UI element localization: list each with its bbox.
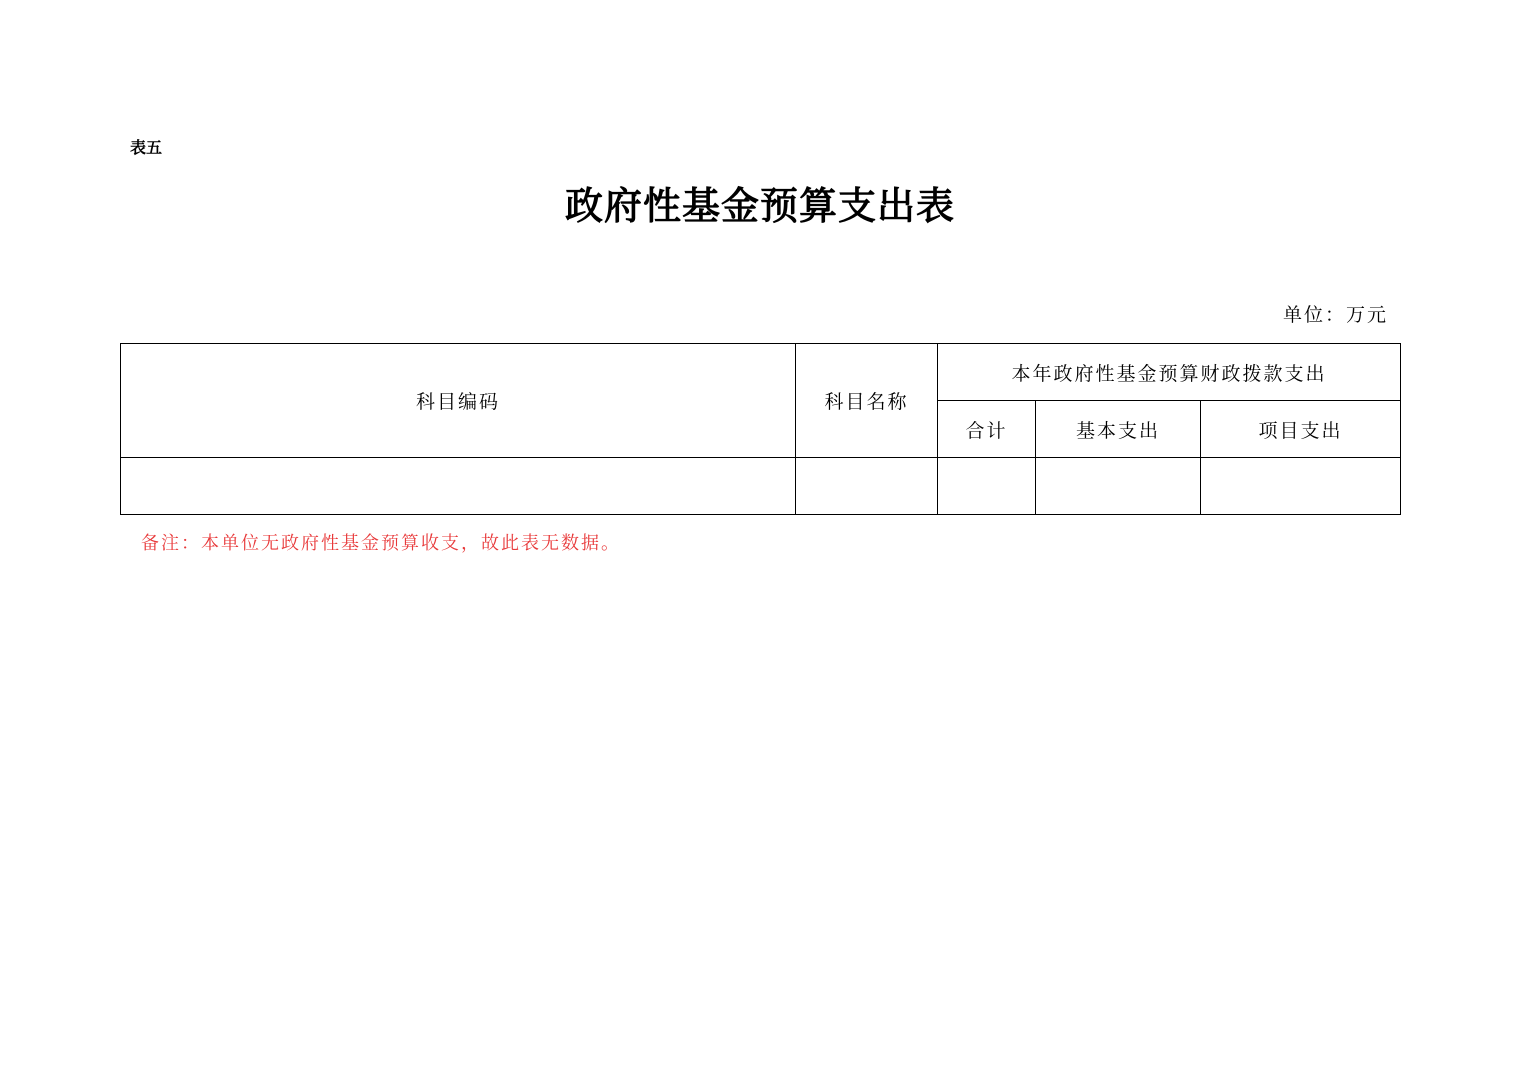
cell-project-expenditure <box>1201 458 1401 515</box>
header-total: 合计 <box>938 401 1036 458</box>
header-subject-name: 科目名称 <box>796 344 938 458</box>
budget-table <box>120 343 1401 515</box>
table-number: 表五 <box>130 138 163 157</box>
cell-total <box>938 458 1036 515</box>
unit-label: 单位：万元 <box>1282 304 1388 326</box>
header-subject-code: 科目编码 <box>121 344 796 458</box>
table-row <box>121 458 1401 515</box>
remark-note: 备注：本单位无政府性基金预算收支，故此表无数据。 <box>141 533 621 554</box>
cell-subject-name <box>796 458 938 515</box>
table-header-row <box>121 344 1401 401</box>
cell-subject-code <box>121 458 796 515</box>
header-basic-expenditure: 基本支出 <box>1036 401 1201 458</box>
page-title: 政府性基金预算支出表 <box>564 183 955 228</box>
header-project-expenditure: 项目支出 <box>1201 401 1401 458</box>
cell-basic-expenditure <box>1036 458 1201 515</box>
header-fund-expenditure-group: 本年政府性基金预算财政拨款支出 <box>938 344 1401 401</box>
